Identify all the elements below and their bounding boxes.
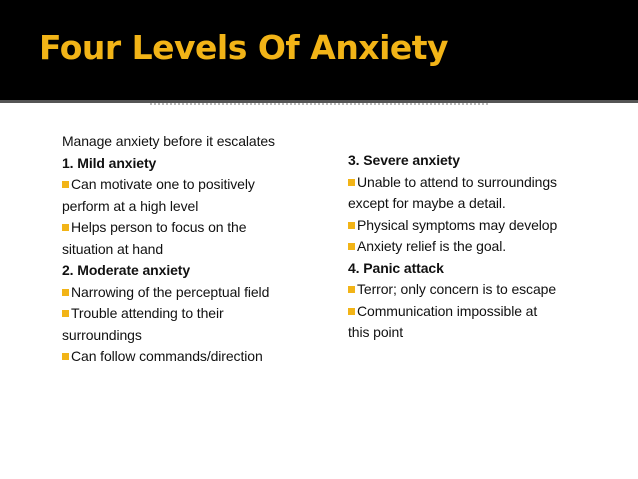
- bullet-continuation: surroundings: [62, 326, 142, 343]
- bullet-continuation: perform at a high level: [62, 197, 199, 214]
- bullet-item: [348, 236, 618, 258]
- bullet-item: [62, 303, 332, 325]
- bullet-item: [62, 217, 332, 239]
- slide-title: Four Levels Of Anxiety: [39, 28, 449, 67]
- bullet-item: [348, 279, 618, 301]
- bullet-text: Can motivate one to positively: [71, 176, 255, 192]
- bullet-text: Terror; only concern is to escape: [357, 281, 557, 297]
- level4-heading: 4. Panic attack: [348, 259, 444, 276]
- square-bullet-icon: [62, 353, 69, 360]
- square-bullet-icon: [348, 243, 355, 250]
- bullet-text: Communication impossible at: [357, 302, 538, 319]
- bullet-item: [62, 346, 332, 368]
- square-bullet-icon: [348, 179, 355, 186]
- square-bullet-icon: [62, 181, 69, 188]
- bullet-text: Helps person to focus on the: [71, 219, 247, 235]
- intro-text: Manage anxiety before it escalates: [62, 133, 275, 149]
- square-bullet-icon: [62, 224, 69, 231]
- square-bullet-icon: [62, 310, 69, 317]
- square-bullet-icon: [348, 286, 355, 293]
- bullet-continuation: situation at hand: [62, 240, 164, 257]
- level3-heading: 3. Severe anxiety: [348, 152, 460, 168]
- dotted-divider: [150, 103, 490, 105]
- bullet-continuation: this point: [348, 324, 404, 340]
- bullet-text: Trouble attending to their: [71, 305, 224, 321]
- bullet-item: [348, 215, 618, 237]
- bullet-item: [348, 172, 618, 194]
- square-bullet-icon: [348, 308, 355, 315]
- bullet-item: [62, 282, 332, 304]
- bullet-text: Can follow commands/direction: [71, 348, 263, 364]
- slide-content: [0, 103, 638, 479]
- left-column: [62, 131, 332, 368]
- square-bullet-icon: [62, 289, 69, 296]
- bullet-text: Physical symptoms may develop: [357, 216, 558, 233]
- bullet-item: [62, 174, 332, 196]
- level2-heading: 2. Moderate anxiety: [62, 262, 191, 278]
- bullet-text: Anxiety relief is the goal.: [357, 238, 507, 254]
- bullet-continuation: except for maybe a detail.: [348, 195, 506, 211]
- bullet-text: Narrowing of the perceptual field: [71, 283, 270, 300]
- square-bullet-icon: [348, 222, 355, 229]
- bullet-text: Unable to attend to surroundings: [357, 173, 557, 190]
- bullet-item: [348, 301, 618, 323]
- right-column: [348, 150, 618, 344]
- slide-header: [0, 0, 638, 103]
- level1-heading: 1. Mild anxiety: [62, 154, 157, 171]
